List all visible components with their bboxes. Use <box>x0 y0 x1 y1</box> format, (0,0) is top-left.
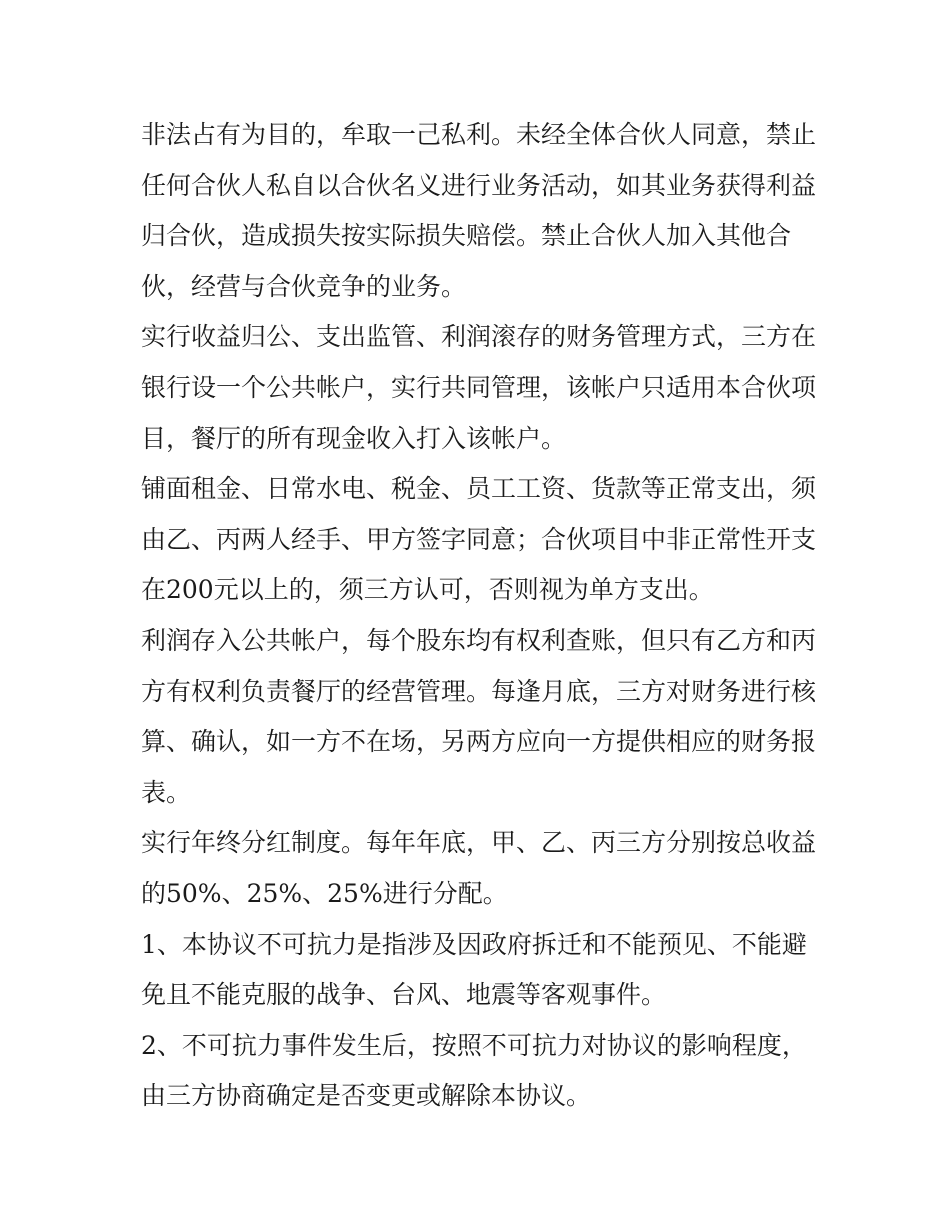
text-line: 算、确认，如一方不在场，另两方应向一方提供相应的财务报 <box>141 727 817 757</box>
paragraph-force-majeure-1 <box>141 920 821 1021</box>
text-line: 表。 <box>141 777 192 807</box>
text-line: 银行设一个公共帐户，实行共同管理，该帐户只适用本合伙项 <box>141 372 817 402</box>
paragraph-force-majeure-2 <box>141 1021 821 1122</box>
paragraph-expenses <box>141 464 821 616</box>
paragraph-financial-management <box>141 312 821 464</box>
text-line: 目，餐厅的所有现金收入打入该帐户。 <box>141 423 567 453</box>
text-line: 实行收益归公、支出监管、利润滚存的财务管理方式，三方在 <box>141 322 817 352</box>
text-line: 非法占有为目的，牟取一己私利。未经全体合伙人同意，禁止 <box>141 120 817 149</box>
text-line: 的50%、25%、25%进行分配。 <box>141 878 508 908</box>
text-line: 铺面租金、日常水电、税金、员工工资、货款等正常支出，须 <box>141 474 817 504</box>
paragraph-partner-restrictions <box>141 110 821 312</box>
text-line: 1、本协议不可抗力是指涉及因政府拆迁和不能预见、不能避 <box>141 929 807 959</box>
text-line: 归合伙，造成损失按实际损失赔偿。禁止合伙人加入其他合 <box>141 221 792 251</box>
text-line: 任何合伙人私自以合伙名义进行业务活动，如其业务获得利益 <box>141 170 817 200</box>
text-line: 由三方协商确定是否变更或解除本协议。 <box>141 1081 592 1111</box>
paragraph-dividend <box>141 818 821 919</box>
text-line: 由乙、丙两人经手、甲方签字同意；合伙项目中非正常性开支 <box>141 524 817 554</box>
text-line: 利润存入公共帐户，每个股东均有权利查账，但只有乙方和丙 <box>141 625 817 655</box>
paragraph-profit-account <box>141 616 821 818</box>
document-body <box>141 110 821 1122</box>
text-line: 实行年终分红制度。每年年底，甲、乙、丙三方分别按总收益 <box>141 828 817 858</box>
text-line: 伙，经营与合伙竞争的业务。 <box>141 271 467 301</box>
text-line: 2、不可抗力事件发生后，按照不可抗力对协议的影响程度， <box>141 1030 807 1060</box>
text-line: 方有权利负责餐厅的经营管理。每逢月底，三方对财务进行核 <box>141 676 817 706</box>
text-line: 免且不能克服的战争、台风、地震等客观事件。 <box>141 980 667 1010</box>
text-line: 在200元以上的，须三方认可，否则视为单方支出。 <box>141 575 714 605</box>
